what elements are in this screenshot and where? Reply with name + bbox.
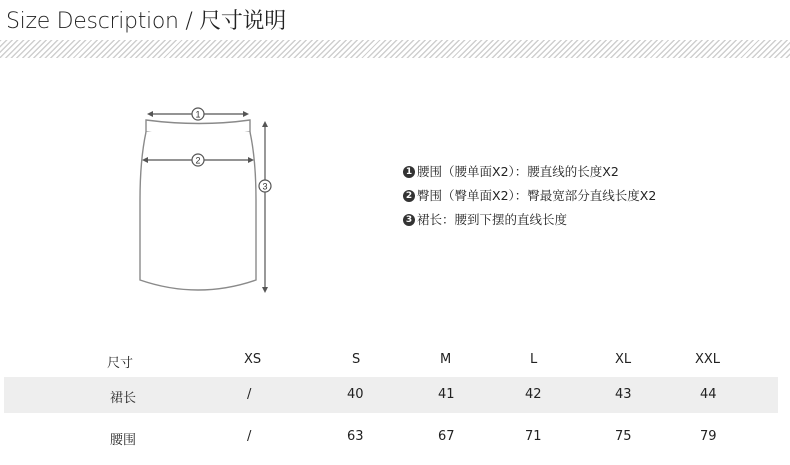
table-header-cell: XL [615,352,632,367]
marker-1 [192,108,204,120]
measurement-legend [403,160,656,232]
svg-text:3: 3 [262,181,268,192]
table-cell: 71 [525,429,542,444]
legend-text: 腰围（腰单面X2）：腰直线的长度X2 [417,164,619,179]
number-badge-icon: 1 [403,166,415,178]
table-cell: 裙长 [110,391,137,406]
legend-text: 臀围（臀单面X2）：臀最宽部分直线长度X2 [417,188,657,203]
table-cell: 腰围 [110,433,137,448]
table-cell: 75 [615,429,632,444]
table-cell: 42 [525,387,542,402]
svg-text:1: 1 [195,109,201,120]
legend-text: 裙长：腰到下摆的直线长度 [417,212,568,227]
table-row [0,413,790,461]
table-header-row [0,345,790,373]
size-table-grid [0,345,790,461]
svg-text:2: 2 [195,155,201,166]
table-header-cell: XXL [695,352,721,367]
table-cell: 67 [438,429,455,444]
page-title: Size Description / 尺寸说明 [6,9,286,34]
header-stripe-divider [0,40,790,58]
table-header-cell: M [440,352,452,367]
table-cell: 63 [347,429,364,444]
number-badge-icon: 2 [403,190,415,202]
table-cell: 41 [438,387,455,402]
table-header-cell: L [530,352,538,367]
table-cell: / [247,429,252,444]
legend-item-length [403,208,656,232]
number-badge-icon: 3 [403,214,415,226]
table-cell: 40 [347,387,364,402]
table-header-cell: XS [244,352,262,367]
table-cell: 44 [700,387,717,402]
skirt-diagram [130,100,280,300]
legend-item-waist [403,160,656,184]
table-header-cell: 尺寸 [107,356,134,371]
legend-item-hip [403,184,656,208]
table-cell: 79 [700,429,717,444]
marker-3 [259,180,271,192]
marker-2 [192,154,204,166]
table-row [4,377,778,413]
table-cell: / [247,387,252,402]
table-cell: 43 [615,387,632,402]
table-header-cell: S [352,352,361,367]
